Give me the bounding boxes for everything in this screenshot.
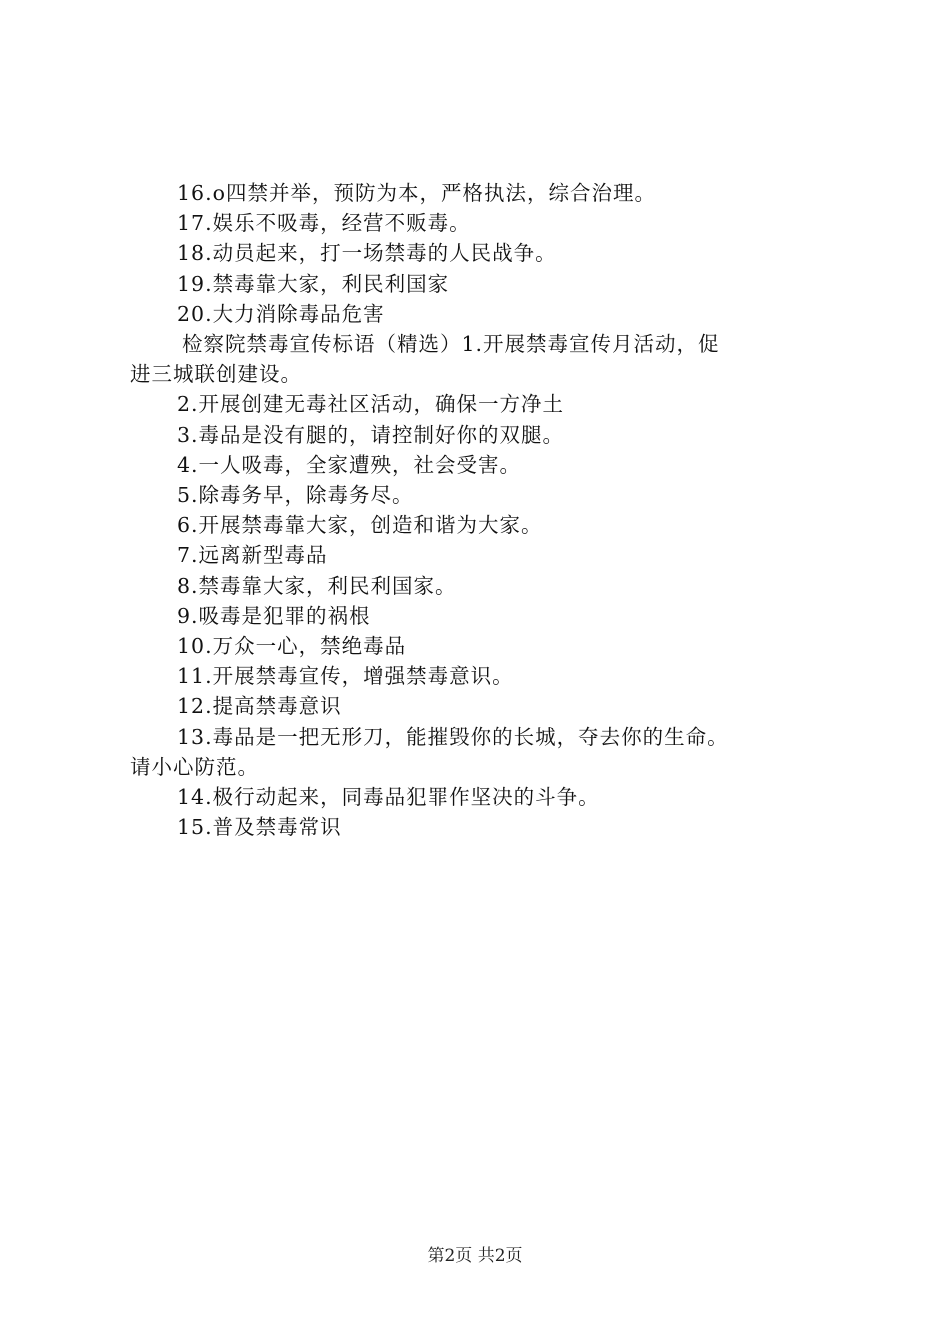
text-line-continuation: 请小心防范。 (130, 754, 259, 779)
text-line: 18.动员起来，打一场禁毒的人民战争。 (177, 241, 557, 266)
text-line: 12.提高禁毒意识 (177, 694, 342, 719)
page-footer: 第2页 共2页 (427, 1246, 523, 1266)
text-line: 13.毒品是一把无形刀，能摧毁你的长城，夺去你的生命。 (177, 724, 729, 749)
text-line: 7.远离新型毒品 (177, 543, 328, 568)
text-line: 10.万众一心，禁绝毒品 (177, 634, 407, 659)
text-line-continuation: 进三城联创建设。 (130, 362, 302, 387)
section-heading-line: 检察院禁毒宣传标语（精选）1.开展禁毒宣传月活动，促 (182, 332, 720, 357)
text-line: 16.ο四禁并举，预防为本，严格执法，综合治理。 (177, 181, 656, 205)
document-body (130, 178, 840, 842)
text-line: 9.吸毒是犯罪的祸根 (177, 603, 371, 628)
text-line: 8.禁毒靠大家，利民利国家。 (177, 573, 457, 598)
text-line: 11.开展禁毒宣传，增强禁毒意识。 (177, 664, 514, 689)
text-line: 15.普及禁毒常识 (177, 815, 342, 840)
text-line: 6.开展禁毒靠大家，创造和谐为大家。 (177, 513, 543, 538)
text-line: 20.大力消除毒品危害 (177, 301, 385, 326)
text-line: 4.一人吸毒，全家遭殃，社会受害。 (177, 452, 522, 477)
text-line: 14.极行动起来，同毒品犯罪作坚决的斗争。 (177, 785, 600, 810)
text-line: 19.禁毒靠大家，利民利国家 (177, 271, 450, 296)
text-line: 5.除毒务早，除毒务尽。 (177, 483, 414, 508)
text-line: 2.开展创建无毒社区活动，确保一方净土 (177, 392, 565, 417)
text-line: 3.毒品是没有腿的，请控制好你的双腿。 (177, 422, 565, 447)
text-line: 17.娱乐不吸毒，经营不贩毒。 (177, 211, 471, 236)
